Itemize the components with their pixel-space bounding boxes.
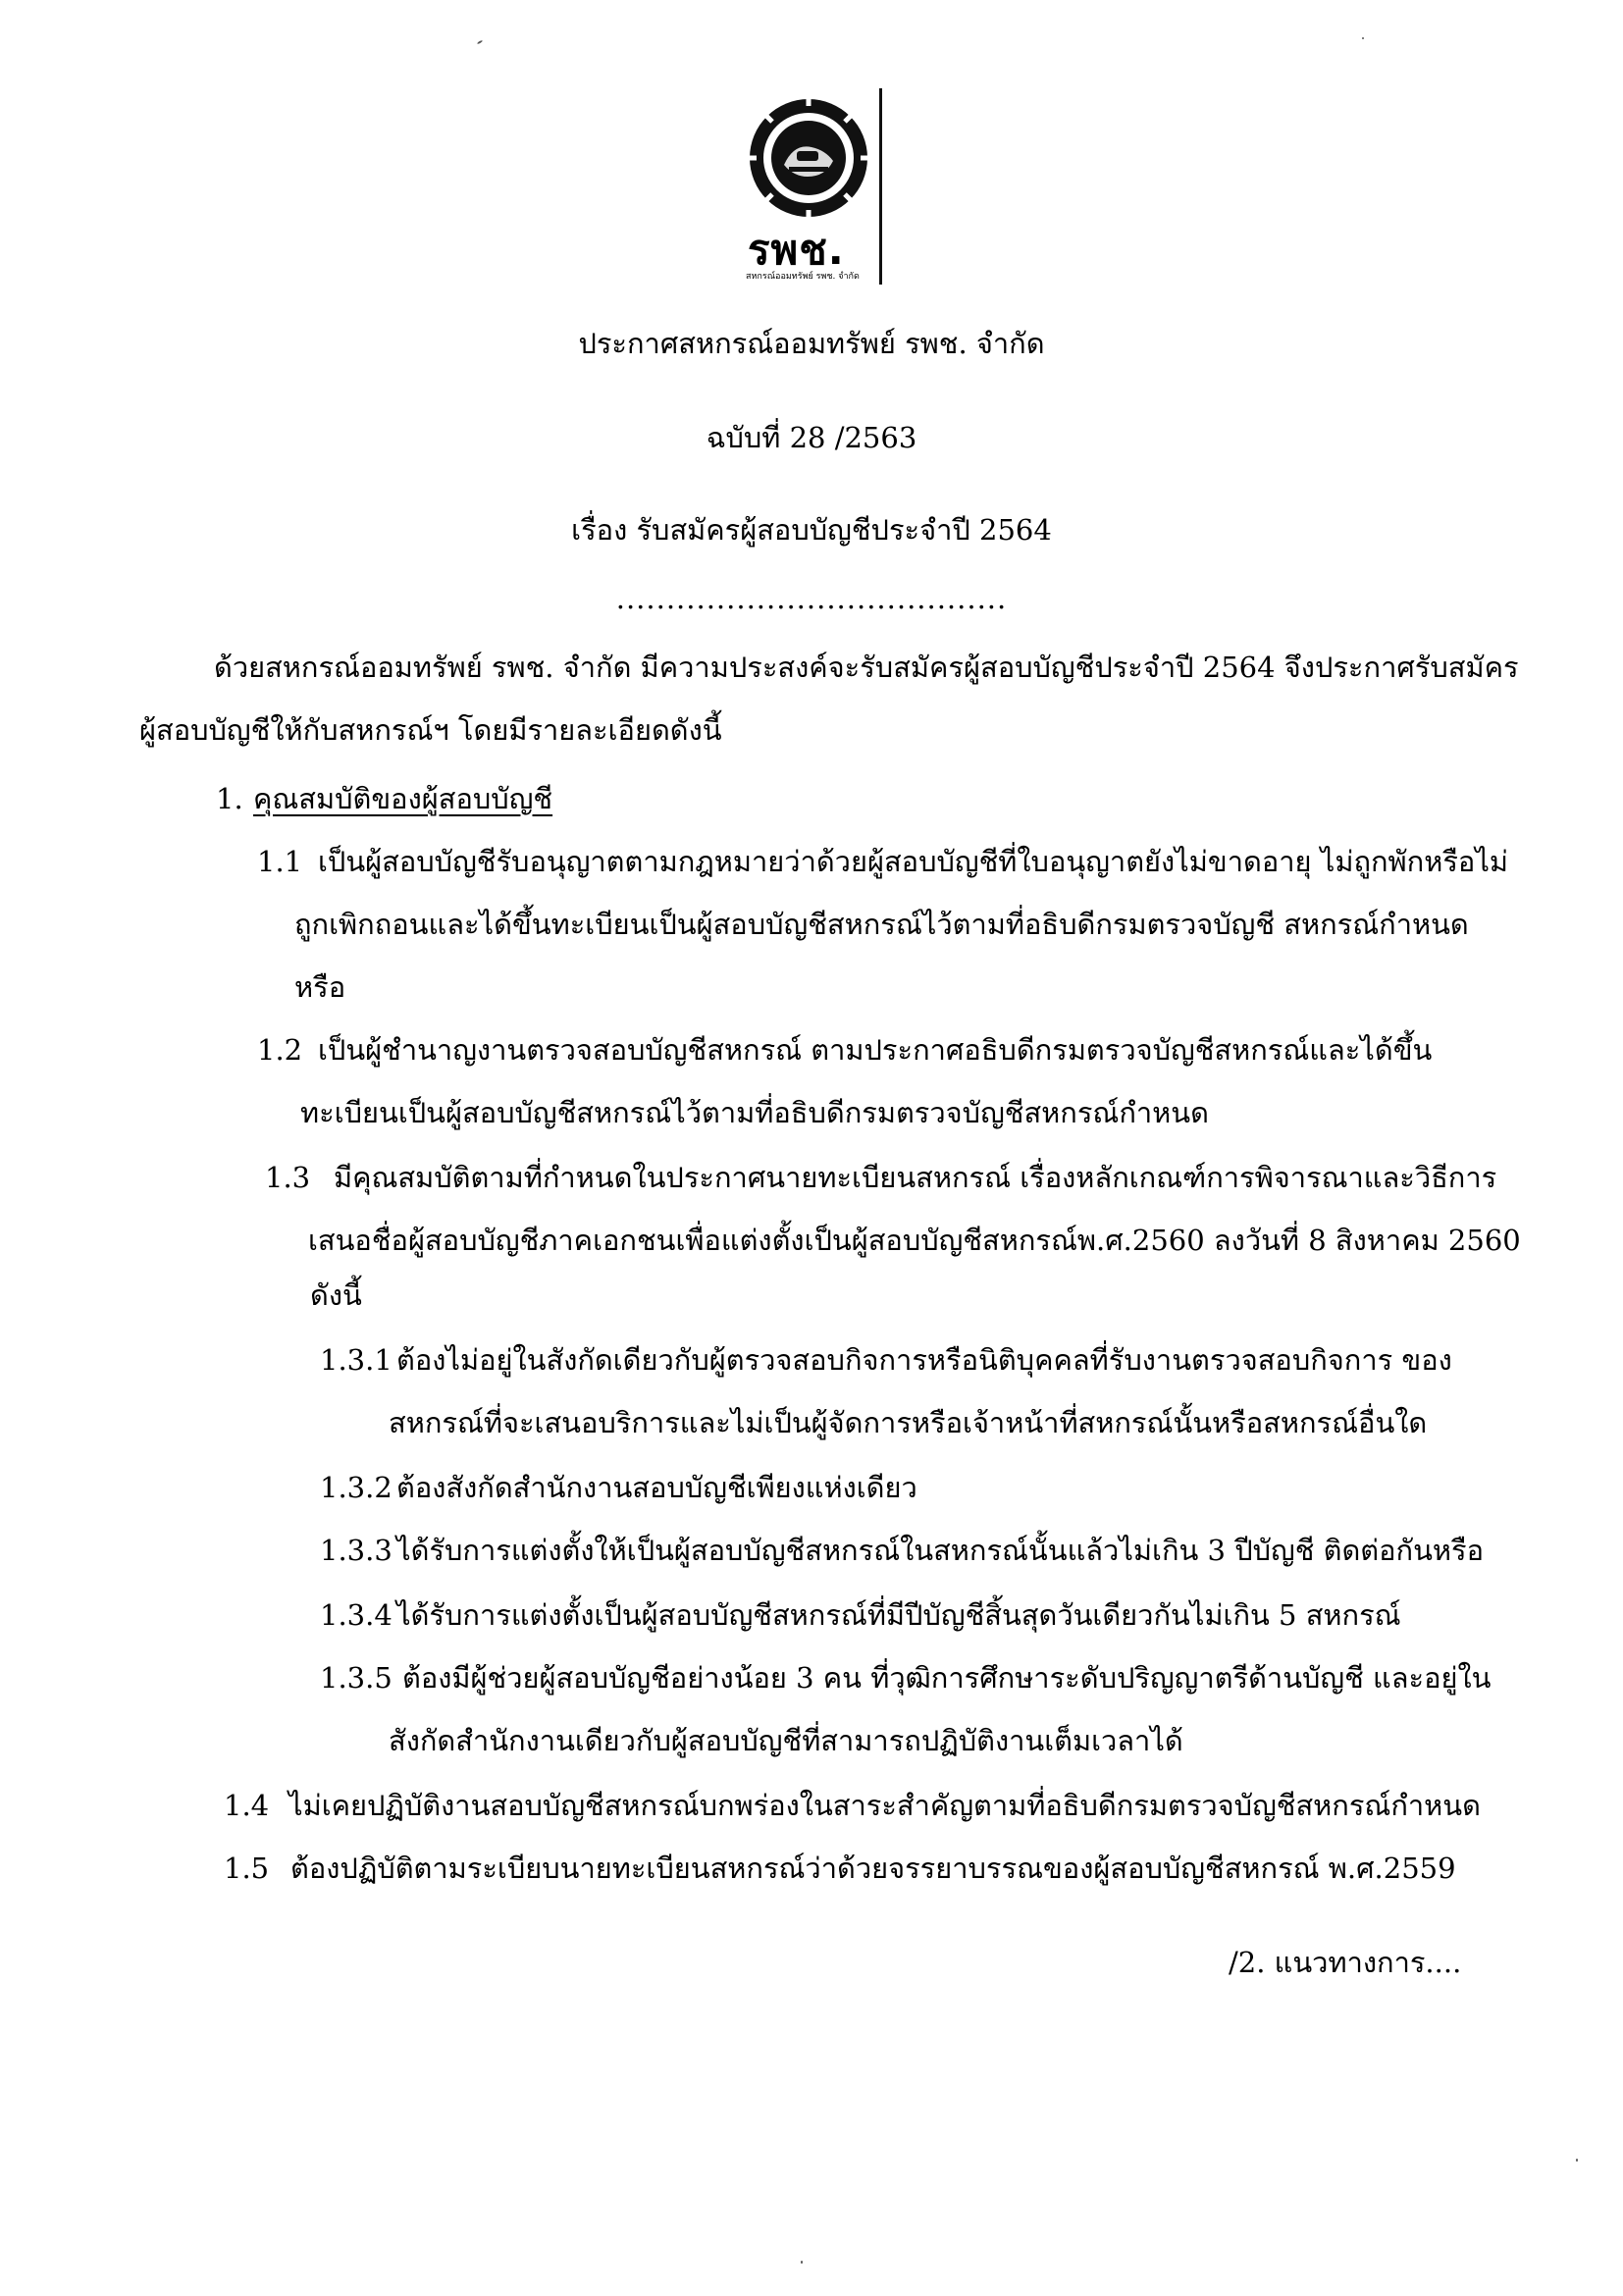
intro-paragraph-line-2: ผู้สอบบัญชีให้กับสหกรณ์ฯ โดยมีรายละเอียดดังนี้ [139,713,722,747]
item-1-2-line-1: เป็นผู้ชำนาญงานตรวจสอบบัญชีสหกรณ์ ตามประกาศอธิบดีกรมตรวจบัญชีสหกรณ์และได้ขึ้น [318,1033,1433,1067]
intro-paragraph-line-1: ด้วยสหกรณ์ออมทรัพย์ รพช. จำกัด มีความประสงค์จะรับสมัครผู้สอบบัญชีประจำปี 2564 จึงประกาศรับสมัคร [214,651,1519,684]
item-1-3-4-line-1: ได้รับการแต่งตั้งเป็นผู้สอบบัญชีสหกรณ์ที่มีปีบัญชีสิ้นสุดวันเดียวกันไม่เกิน 5 สหกรณ์ [396,1598,1401,1632]
item-1-3-line-3: ดังนี้ [310,1278,362,1312]
header-separator: ....................................... [615,582,1008,615]
item-1-2-number: 1.2 [257,1033,303,1067]
scan-speck [801,2261,803,2264]
item-1-4-number: 1.4 [224,1789,270,1822]
item-1-5-number: 1.5 [224,1852,270,1885]
item-1-4-line-1: ไม่เคยปฏิบัติงานสอบบัญชีสหกรณ์บกพร่องในสาระสำคัญตามที่อธิบดีกรมตรวจบัญชีสหกรณ์กำหนด [288,1789,1481,1822]
logo-org-name: สหกรณ์ออมทรัพย์ รพช. จำกัด [746,272,860,282]
item-1-1-line-1: เป็นผู้สอบบัญชีรับอนุญาตตามกฎหมายว่าด้วยผู้สอบบัญชีที่ใบอนุญาตยังไม่ขาดอายุ ไม่ถูกพักหรือไม่ [318,845,1509,878]
section-1-number: 1. [216,782,243,815]
item-1-3-3-number: 1.3.3 [320,1534,393,1567]
item-1-3-1-line-2: สหกรณ์ที่จะเสนอบริการและไม่เป็นผู้จัดการหรือเจ้าหน้าที่สหกรณ์นั้นหรือสหกรณ์อื่นใด [389,1406,1428,1439]
item-1-3-3-line-1: ได้รับการแต่งตั้งให้เป็นผู้สอบบัญชีสหกรณ์ในสหกรณ์นั้นแล้วไม่เกิน 3 ปีบัญชี ติดต่อกันหรือ [396,1534,1485,1567]
page-continuation-note: /2. แนวทางการ.... [1229,1946,1462,1979]
item-1-1-line-2: ถูกเพิกถอนและได้ขึ้นทะเบียนเป็นผู้สอบบัญชีสหกรณ์ไว้ตามที่อธิบดีกรมตรวจบัญชี สหกรณ์กำหนด [294,908,1469,941]
item-1-2-line-2: ทะเบียนเป็นผู้สอบบัญชีสหกรณ์ไว้ตามที่อธิบดีกรมตรวจบัญชีสหกรณ์กำหนด [300,1096,1209,1129]
scan-speck [1362,37,1364,39]
item-1-3-line-1: มีคุณสมบัติตามที่กำหนดในประกาศนายทะเบียนสหกรณ์ เรื่องหลักเกณฑ์การพิจารณาและวิธีการ [334,1161,1497,1194]
item-1-3-2-line-1: ต้องสังกัดสำนักงานสอบบัญชีเพียงแห่งเดียว [396,1471,917,1504]
item-1-3-2-number: 1.3.2 [320,1471,393,1504]
item-1-1-line-3: หรือ [294,970,346,1004]
section-1-heading: คุณสมบัติของผู้สอบบัญชี [253,782,553,815]
item-1-3-5-number: 1.3.5 [320,1661,393,1695]
item-1-5-line-1: ต้องปฏิบัติตามระเบียบนายทะเบียนสหกรณ์ว่าด้วยจรรยาบรรณของผู้สอบบัญชีสหกรณ์ พ.ศ.2559 [290,1852,1456,1885]
item-1-3-1-line-1: ต้องไม่อยู่ในสังกัดเดียวกับผู้ตรวจสอบกิจการหรือนิติบุคคลที่รับงานตรวจสอบกิจการ ของ [396,1343,1452,1377]
item-1-3-5-line-2: สังกัดสำนักงานเดียวกับผู้สอบบัญชีที่สามารถปฏิบัติงานเต็มเวลาได้ [389,1724,1183,1757]
item-1-3-line-2: เสนอชื่อผู้สอบบัญชีภาคเอกชนเพื่อแต่งตั้งเป็นผู้สอบบัญชีสหกรณ์พ.ศ.2560 ลงวันที่ 8 สิงหาคม 2560 [308,1224,1521,1257]
item-1-3-5-line-1: ต้องมีผู้ช่วยผู้สอบบัญชีอย่างน้อย 3 คน ที่วุฒิการศึกษาระดับปริญญาตรีด้านบัญชี และอยู่ใน [402,1661,1492,1695]
item-1-3-4-number: 1.3.4 [320,1598,393,1632]
item-1-3-1-number: 1.3.1 [320,1343,393,1377]
scan-speck [477,40,483,45]
document-issue-number: ฉบับที่ 28 /2563 [706,421,917,454]
item-1-1-number: 1.1 [257,845,303,878]
document-title: ประกาศสหกรณ์ออมทรัพย์ รพช. จำกัด [578,327,1045,360]
scan-speck [1576,2159,1578,2162]
document-subject: เรื่อง รับสมัครผู้สอบบัญชีประจำปี 2564 [571,513,1052,547]
item-1-3-number: 1.3 [265,1161,311,1194]
logo-abbreviation: รพช. [748,226,845,274]
cooperative-logo [740,84,887,290]
